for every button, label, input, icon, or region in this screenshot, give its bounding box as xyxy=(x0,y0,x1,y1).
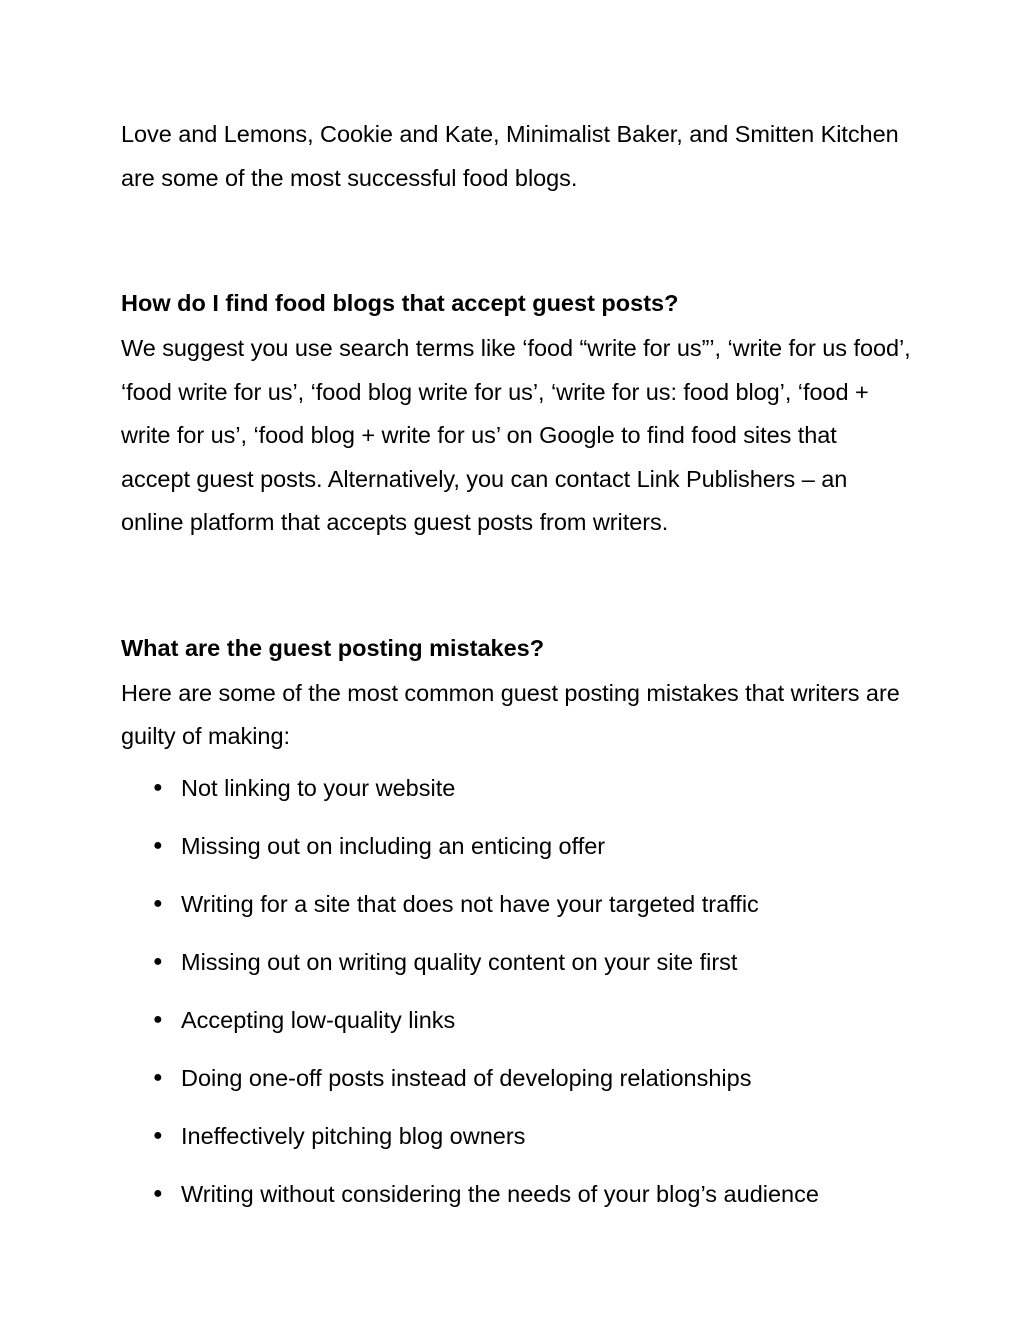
bullet-icon: ● xyxy=(153,836,163,854)
list-item xyxy=(121,1063,911,1093)
bullet-icon: ● xyxy=(153,1010,163,1028)
list-item-text: Not linking to your website xyxy=(181,774,456,801)
list-item xyxy=(121,773,911,803)
document-page xyxy=(121,113,911,1237)
list-item xyxy=(121,1005,911,1035)
list-item-text: Doing one-off posts instead of developing relationships xyxy=(181,1064,752,1091)
bullet-icon: ● xyxy=(153,1184,163,1202)
list-item-text: Writing for a site that does not have your targeted traffic xyxy=(181,890,759,917)
list-item xyxy=(121,947,911,977)
faq-question-guest-posting-mistakes: What are the guest posting mistakes? xyxy=(121,634,545,661)
bullet-icon: ● xyxy=(153,1068,163,1086)
bullet-icon: ● xyxy=(153,778,163,796)
list-item-text: Writing without considering the needs of your blog’s audience xyxy=(181,1180,819,1207)
list-item xyxy=(121,1179,911,1209)
list-item-text: Ineffectively pitching blog owners xyxy=(181,1122,526,1149)
faq-answer-guest-posting-mistakes: Here are some of the most common guest posting mistakes that writers are guilty of making: xyxy=(121,679,900,749)
faq-answer-find-food-blogs: We suggest you use search terms like ‘food “write for us”’, ‘write for us food’, ‘food write for us’, ‘food blog write for us’, ‘write for us: food blog’, ‘food + write for us’, ‘food blog + write for us’ on Google to find food sites that accept guest posts. Alternatively, you can contact Link Publishers – an online platform that accepts guest posts from writers. xyxy=(121,335,911,535)
list-item xyxy=(121,831,911,861)
list-item-text: Missing out on including an enticing offer xyxy=(181,832,606,859)
intro-paragraph: Love and Lemons, Cookie and Kate, Minimalist Baker, and Smitten Kitchen are some of the most successful food blogs. xyxy=(121,121,899,191)
mistakes-list xyxy=(121,773,911,1209)
bullet-icon: ● xyxy=(153,1126,163,1144)
bullet-icon: ● xyxy=(153,894,163,912)
faq-question-find-food-blogs: How do I find food blogs that accept guest posts? xyxy=(121,290,679,316)
list-item xyxy=(121,889,911,919)
list-item-text: Accepting low-quality links xyxy=(181,1006,456,1033)
list-item-text: Missing out on writing quality content on your site first xyxy=(181,948,738,975)
list-item xyxy=(121,1121,911,1151)
bullet-icon: ● xyxy=(153,952,163,970)
